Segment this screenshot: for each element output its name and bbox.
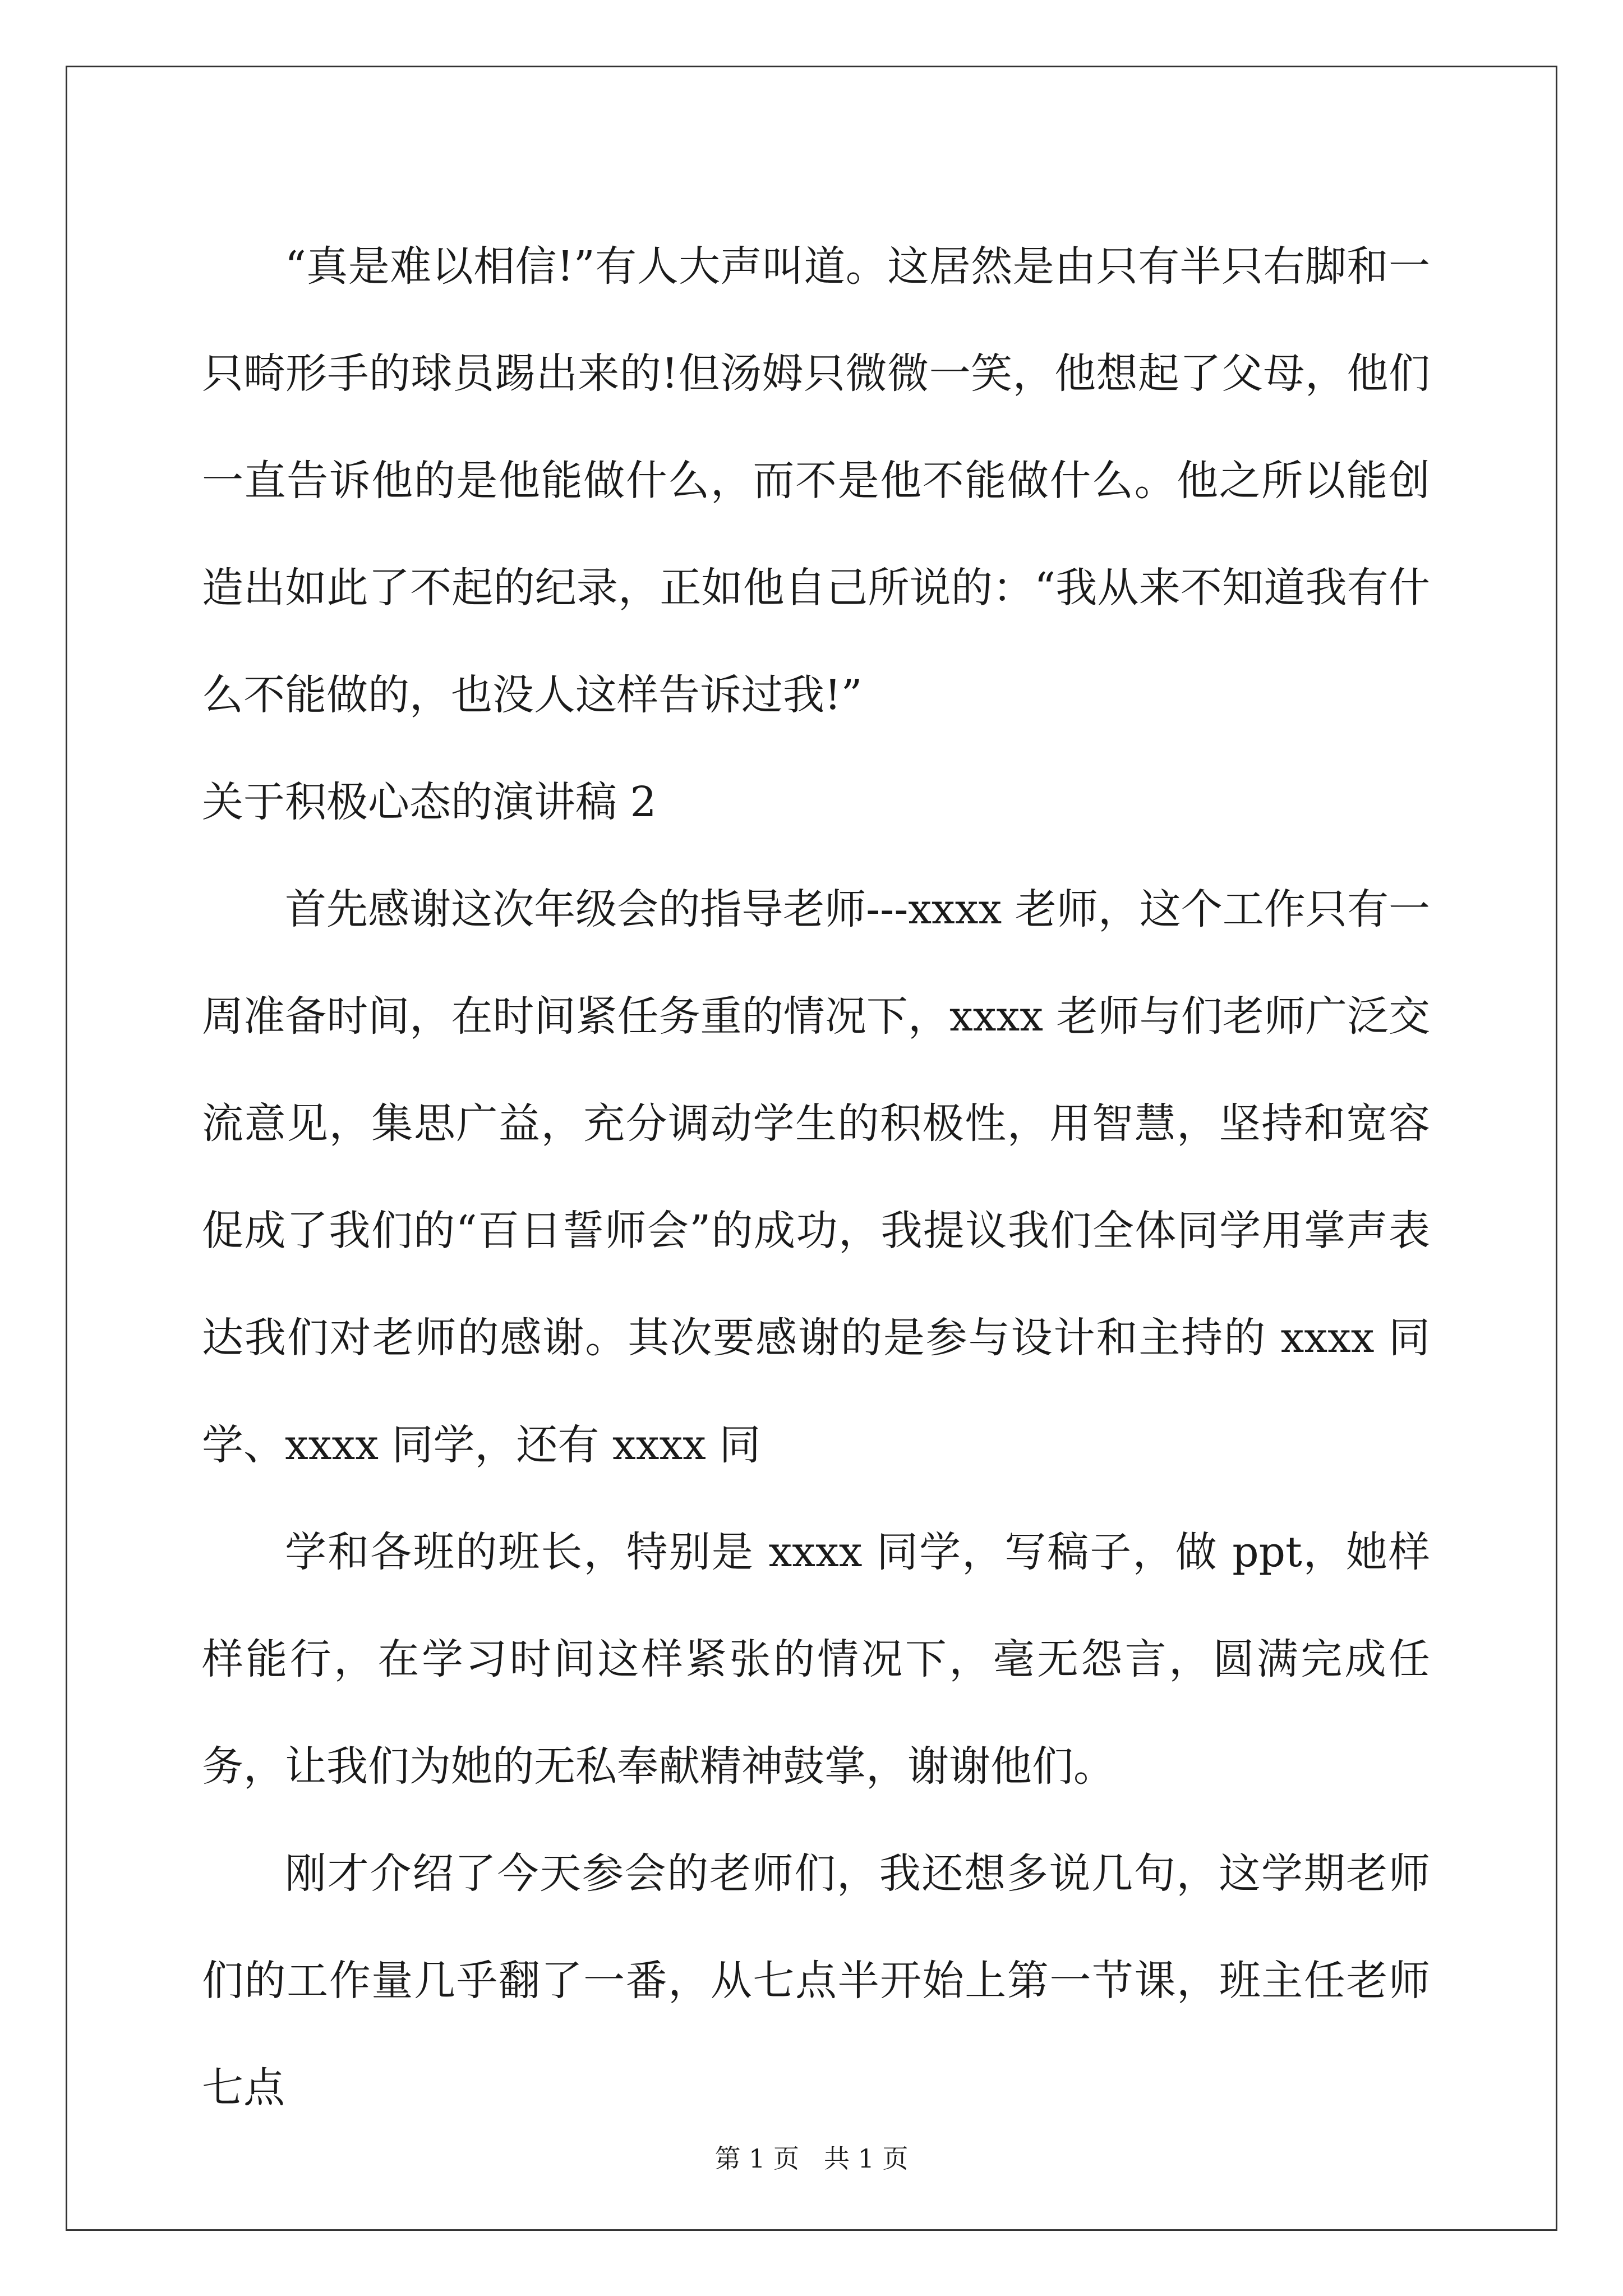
page-total: 共 1 页	[824, 2143, 909, 2174]
section-heading: 关于积极心态的演讲稿 2	[202, 778, 657, 826]
document-body	[202, 213, 1430, 2142]
paragraph-1: “真是难以相信!”有人大声叫道。这居然是由只有半只右脚和一只畸形手的球员踢出来的!但汤姆只微微一笑，他想起了父母，他们一直告诉他的是他能做什么，而不是他不能做什么。他之所以能创造出如此了不起的纪录，正如他自己所说的：“我从来不知道我有什么不能做的，也没人这样告诉过我!”	[202, 242, 1430, 719]
paragraph-4: 刚才介绍了今天参会的老师们，我还想多说几句，这学期老师们的工作量几乎翻了一番，从七点半开始上第一节课，班主任老师七点	[202, 1849, 1430, 2112]
paragraph-2: 首先感谢这次年级会的指导老师---xxxx 老师，这个工作只有一周准备时间，在时间紧任务重的情况下，xxxx 老师与们老师广泛交流意见，集思广益，充分调动学生的积极性，用智慧，坚持和宽容促成了我们的“百日誓师会”的成功，我提议我们全体同学用掌声表达我们对老师的感谢。其次要感谢的是参与设计和主持的 xxxx 同学、xxxx 同学，还有 xxxx 同	[202, 885, 1430, 1469]
page-number: 第 1 页	[714, 2143, 799, 2174]
page-footer	[0, 2142, 1623, 2175]
paragraph-3: 学和各班的班长，特别是 xxxx 同学，写稿子，做 ppt，她样样能行，在学习时间这样紧张的情况下，毫无怨言，圆满完成任务，让我们为她的无私奉献精神鼓掌，谢谢他们。	[202, 1528, 1430, 1791]
